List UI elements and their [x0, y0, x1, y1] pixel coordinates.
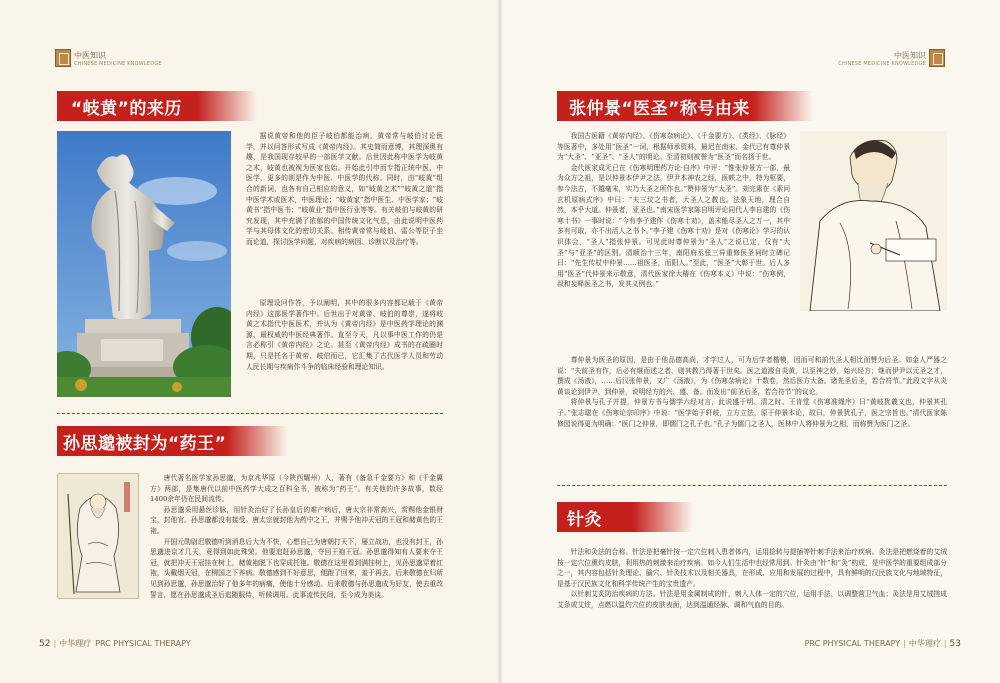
section-title-text: 孙思邈被封为“药王”	[63, 433, 227, 454]
zhangzhongjing-body-cont	[557, 355, 947, 429]
spine-shadow	[497, 0, 503, 683]
folio-left: 52 | 中华理疗 PRC PHYSICAL THERAPY	[39, 639, 191, 649]
yellow-emperor-statue-photo	[57, 131, 231, 397]
zhangzhongjing-paragraph-4: 将仲景与孔子并提，仲景方书与儒学六经对言，此说盛于明、清之时。王肯堂《伤寒准绳序》曰“黄岐犹羲文也，仲景其孔子。”张志聪在《伤寒论宗印序》中说：“医学始于轩岐，立方立法，原于仲景本论，故曰，仲景犹孔子，医之宗旨也。”清代医家陈修园说得更为明确：“医门之仲景，即儒门之孔子也。”孔子为儒门之圣人，医林中人将仲景为之相，而称赞为医门之圣。	[557, 398, 947, 428]
page-number: 52	[39, 639, 51, 649]
qihuang-paragraph-1: 据说黄帝和他的臣子岐伯都能治病，黄帝常与岐伯讨论医学，并以问答形式写成《黄帝内经》。其史简而意博，其理深奥有趣，是我国现存较早的一部医学文献。后世因此称中医学为岐黄之术，岐黄也被视为医家也始。开始此引申而专指正统中医，中医学，更多的则是作为中医、中医学的代称。同时，由“岐黄”组合的新词，也各有自己相应的意义，如“岐黄之术”“岐黄之道”指中医学术或医术，中医理论；“岐黄家”指中医生、中医学家；“岐黄书”指中医书；“岐黄业”指中医行业等等。有关岐伯与岐黄的研究发现，其中充满了浓郁的中国传统文化气息，由此说明中医药学与其母体文化的密切关系。相传黄帝常与岐伯、雷公等臣子坐而论道，探讨医学问题，对疾病的病因、诊断以及治疗等。	[246, 132, 443, 246]
zhangzhongjing-body	[557, 131, 790, 290]
sunsimiao-paragraph-2: 孙思邈采用悬丝诊脉，用针灸治好了长孙皇后的难产病后，唐太宗非常高兴，赏赐他金银财宝，封他官。孙思邈都没有接受。唐太宗就封他为药中之王，并赐予他冲天冠的王冠和赭黄色的王袍。	[150, 505, 443, 535]
zhenjiu-body	[557, 547, 947, 611]
header-subtitle: CHINESE MEDICINE KNOWLEDGE	[74, 61, 162, 67]
sunsimiao-paragraph-1: 唐代著名医学家孙思邈，为京兆华原（今陕西耀州）人，著有《备急千金要方》和《千金翼方》两部，是集唐代以前中医药学大成之百科全书，被称为“药王”。有关他的许多故事，数经1400余年仍在民间流传。	[150, 474, 443, 504]
qihuang-body-cont	[246, 298, 443, 372]
seal-icon	[929, 49, 945, 67]
zhang-zhongjing-image	[800, 131, 947, 311]
section-title-text: “岐黄”的来历	[71, 98, 182, 119]
section-title-text: 针灸	[567, 509, 602, 530]
magazine-name: 中华理疗	[59, 639, 92, 648]
qihuang-paragraph-2: 原理设问作答，予以阐明，其中的很多内容都记载于《黄帝内经》这部医学著作中。后世出于对黄帝、岐伯的尊崇，遂将岐黄之术指代中医医术，并认为《黄帝内经》是中医药学理论的渊源、最权威的中医经典著作。直至今天，凡以事中医工作的仍是言必称引《黄帝内经》之论。甚至《黄帝内经》成书的在疏圈时期，只是托名于黄帝、岐伯而已，它汇集了古代医学人员和劳动人民长期与疾病作斗争的临床经验和理论知识。	[246, 299, 443, 371]
section-divider	[557, 485, 947, 486]
magazine-name-en: PRC PHYSICAL THERAPY	[95, 639, 191, 648]
statue-image	[57, 131, 231, 397]
section-title-text: 张仲景“医圣”称号由来	[569, 98, 750, 119]
seal-icon	[55, 49, 71, 67]
sun-simiao-image	[58, 474, 138, 598]
section-divider	[57, 413, 443, 414]
header-title: 中医知识	[894, 51, 926, 60]
section-title-zhenjiu	[557, 502, 687, 532]
sun-simiao-painting	[57, 473, 139, 599]
zhangzhongjing-paragraph-2: 金代医家成无已在《伤寒明理药方论·自序》中评：“惟张仲景方一部，最为众方之祖，是以仲景本伊尹之法，伊尹本神农之经，医帙之中，特为枢要，参今法古，不越毫末，实乃大圣之所作也。”赞仲景为“大圣”。刘完素在《素问玄机原病式序》中曰：“夫三坟之书者，大圣人之教也。法象天地，理合自然，本乎大道。仲景者，亚圣也。”南宋医学家陈自明评论同代人李自建的《伤寒十书》一事时说：“今有李子建作《伤寒十劝》，盖未能尽圣人之万一，其中多有可取，亦不出活人之书卜。”李子建《伤寒十劝》是对《伤寒论》学习的认识体会，“圣人”指张仲景。可见此时尊仲景为“圣人”之说已定，仅有“大圣”与“亚圣”的区别。清顺治十三年，南阳府丞张三异重修医圣祠时立碑记曰：“先生传杖中仲景……祖医圣，而阳人。”至此，“医圣”大彰于世。后人多用“医圣”代仲景来示敬意，清代医家徐大椿在《伤寒本义》中说：“伤寒例，叔和妄释医圣之书，发其义例也。”	[557, 163, 790, 289]
sunsimiao-paragraph-3: 开国元勋尉迟敬德听到消息后大为不快，心想自己为唐朝打天下，屡立战功，也没有封王，孙思邈进京才几天，竟得到如此殊荣。他要追赶孙思邈，夺回王袍王冠。孙思邈得知有人要来夺王冠，就把冲天王冠挂在树上，赭黄袍脱下也穿成托袍。敬德在这里看到满挂树上，见孙思邈穿着红袍，头戴烟天冠，在柳国之下养病。敬德感到不好意思，便跑了回来，羞于再去。后来敬德在归所见到孙思邈，孙思邈治好了他多年的病痛，使他十分感动。后来敬德与孙思邈成为好友，使去重改誓言，愿在孙思邈成圣后追随服侍，听候调用。此事流传民间，至今成为美谈。	[150, 537, 443, 599]
zhangzhongjing-paragraph-1: 我国古医籍《黄帝内经》、《伤寒杂病论》、《千金要方》、《类经》、《脉经》等医著中，多处用“医圣”一词，根据师承资料，最迟在南宋、金代已有尊仲景为“大圣”、“亚圣”、“圣人”的明论。至清初则被誉为“医圣”而名扬于世。	[557, 132, 790, 162]
zhangzhongjing-paragraph-3: 尊仲景为医圣的原因，是由于他品德高尚，才学过人，可为后学者楷模，因而可和前代圣人相比而赞为后圣。如金人严器之说：“夫前圣有作，后必有继而述之者，则其教乃得著于世矣。医之道源自炎黄，以至神之妙，始兴经方；继而伊尹以元圣之才，撰成《汤液》，……后汉张仲景，又广《汤液》，为《伤寒杂病论》十数卷，然后医方大备。诸先圣后圣，若合符节。”此段文字从炎黄谈论到伊尹，到仲景，说明经方的兴、盛、备。而发出“前圣后圣，若合符节”的议论。	[557, 356, 947, 396]
section-title-qihuang	[57, 91, 257, 121]
sunsimiao-body	[150, 473, 443, 600]
running-header-right	[825, 49, 945, 73]
header-subtitle: CHINESE MEDICINE KNOWLEDGE	[838, 61, 926, 67]
zhenjiu-paragraph-1: 针法和灸法的合称。针法是把毫针按一定穴位刺入患者体内，运用捻转与提插等针刺手法来治疗疾病。灸法是把燃烧着的艾绒按一定穴位熏灼皮肤，利用热的刺激来治疗疾病。如今人们生活中也经常用到。针灸由“针”和“灸”构成，是中医学的重要组成部分之一，其内容包括针灸理论、腧穴、针灸技术以及相关器具，在形成、应用和发展的过程中，具有鲜明的汉民族文化与地域特征，是基于汉民族文化和科学传统产生的宝贵遗产。	[557, 548, 947, 588]
right-page	[500, 0, 1000, 683]
section-title-zhangzhongjing	[557, 91, 807, 121]
magazine-name-en: PRC PHYSICAL THERAPY	[804, 639, 901, 648]
page-number: 53	[949, 639, 961, 649]
magazine-name: 中华理疗	[908, 639, 941, 648]
qihuang-body	[246, 131, 443, 248]
section-title-sunsimiao	[57, 426, 287, 456]
zhenjiu-paragraph-2: 以针刺艾炙防治疾病的方法。针法是用金属制成的针，刺入人体一定的穴位，运用手法，以调整营卫气血；灸法是用艾绒搓成艾条或艾炷，点燃以温灼穴位的皮肤表面，达到温通经脉、调和气血的目的。	[557, 590, 947, 609]
header-title: 中医知识	[74, 51, 106, 60]
folio-right: PRC PHYSICAL THERAPY | 中华理疗 | 53	[804, 639, 961, 649]
zhang-zhongjing-painting	[800, 131, 947, 311]
